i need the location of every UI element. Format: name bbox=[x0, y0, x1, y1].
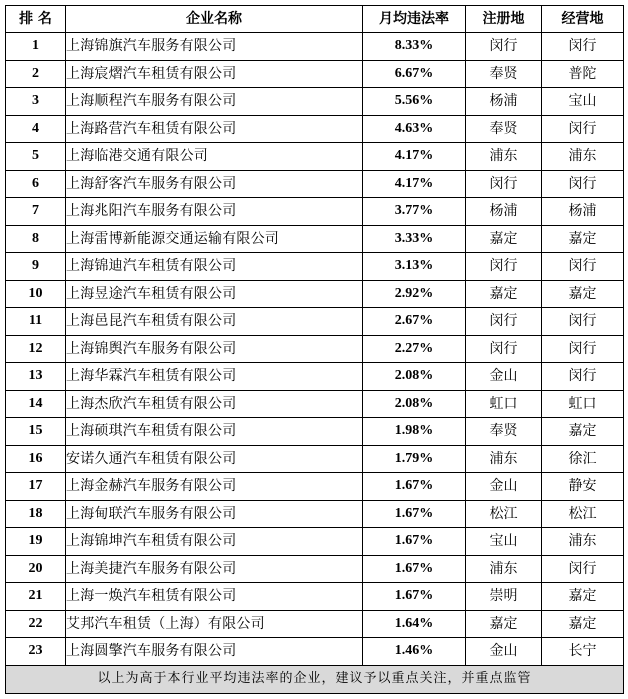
rank-cell: 17 bbox=[6, 473, 66, 501]
rank-cell: 5 bbox=[6, 143, 66, 171]
company-name-cell: 上海金赫汽车服务有限公司 bbox=[66, 473, 363, 501]
violation-rate-cell: 1.67% bbox=[363, 528, 466, 556]
operation-place-cell: 虹口 bbox=[542, 390, 624, 418]
table-row bbox=[6, 170, 624, 198]
rank-cell: 7 bbox=[6, 198, 66, 226]
rank-cell: 1 bbox=[6, 33, 66, 61]
table-row bbox=[6, 555, 624, 583]
registration-place-cell: 宝山 bbox=[466, 528, 542, 556]
violation-rate-cell: 1.46% bbox=[363, 638, 466, 666]
company-name-cell: 上海邑昆汽车租赁有限公司 bbox=[66, 308, 363, 336]
violation-rate-cell: 1.79% bbox=[363, 445, 466, 473]
company-name-cell: 上海临港交通有限公司 bbox=[66, 143, 363, 171]
company-name-cell: 上海甸联汽车服务有限公司 bbox=[66, 500, 363, 528]
registration-place-cell: 杨浦 bbox=[466, 88, 542, 116]
operation-place-cell: 静安 bbox=[542, 473, 624, 501]
table-row bbox=[6, 445, 624, 473]
registration-place-cell: 奉贤 bbox=[466, 418, 542, 446]
table-row bbox=[6, 418, 624, 446]
registration-place-cell: 虹口 bbox=[466, 390, 542, 418]
company-name-cell: 上海舒客汽车服务有限公司 bbox=[66, 170, 363, 198]
company-name-cell: 上海路营汽车租赁有限公司 bbox=[66, 115, 363, 143]
registration-place-cell: 崇明 bbox=[466, 583, 542, 611]
company-name-cell: 上海锦旗汽车服务有限公司 bbox=[66, 33, 363, 61]
table-row bbox=[6, 60, 624, 88]
operation-place-cell: 闵行 bbox=[542, 335, 624, 363]
company-name-cell: 上海顺程汽车服务有限公司 bbox=[66, 88, 363, 116]
registration-place-cell: 浦东 bbox=[466, 555, 542, 583]
table-row bbox=[6, 225, 624, 253]
registration-place-cell: 闵行 bbox=[466, 170, 542, 198]
table-row bbox=[6, 280, 624, 308]
company-name-cell: 上海一焕汽车租赁有限公司 bbox=[66, 583, 363, 611]
registration-place-cell: 嘉定 bbox=[466, 610, 542, 638]
company-name-cell: 上海美捷汽车服务有限公司 bbox=[66, 555, 363, 583]
table-row bbox=[6, 638, 624, 666]
rank-cell: 11 bbox=[6, 308, 66, 336]
table-row bbox=[6, 500, 624, 528]
registration-place-cell: 嘉定 bbox=[466, 225, 542, 253]
operation-place-cell: 闵行 bbox=[542, 363, 624, 391]
company-name-cell: 上海昱途汽车租赁有限公司 bbox=[66, 280, 363, 308]
operation-place-cell: 闵行 bbox=[542, 555, 624, 583]
violation-rate-cell: 2.08% bbox=[363, 390, 466, 418]
header-monthly-violation-rate: 月均违法率 bbox=[363, 6, 466, 33]
company-name-cell: 上海锦舆汽车服务有限公司 bbox=[66, 335, 363, 363]
rank-cell: 14 bbox=[6, 390, 66, 418]
rank-cell: 16 bbox=[6, 445, 66, 473]
company-name-cell: 上海华霖汽车租赁有限公司 bbox=[66, 363, 363, 391]
company-name-cell: 艾邦汽车租赁（上海）有限公司 bbox=[66, 610, 363, 638]
rank-cell: 13 bbox=[6, 363, 66, 391]
table-row bbox=[6, 390, 624, 418]
operation-place-cell: 嘉定 bbox=[542, 583, 624, 611]
violation-rate-cell: 2.08% bbox=[363, 363, 466, 391]
rank-cell: 23 bbox=[6, 638, 66, 666]
registration-place-cell: 闵行 bbox=[466, 308, 542, 336]
footer-note: 以上为高于本行业平均违法率的企业，建议予以重点关注，并重点监管 bbox=[6, 665, 624, 693]
header-rank: 排 名 bbox=[6, 6, 66, 33]
operation-place-cell: 闵行 bbox=[542, 170, 624, 198]
rank-cell: 9 bbox=[6, 253, 66, 281]
operation-place-cell: 嘉定 bbox=[542, 418, 624, 446]
table-row bbox=[6, 88, 624, 116]
rank-cell: 21 bbox=[6, 583, 66, 611]
rank-cell: 6 bbox=[6, 170, 66, 198]
rank-cell: 2 bbox=[6, 60, 66, 88]
operation-place-cell: 徐汇 bbox=[542, 445, 624, 473]
operation-place-cell: 杨浦 bbox=[542, 198, 624, 226]
company-name-cell: 上海圆擎汽车服务有限公司 bbox=[66, 638, 363, 666]
registration-place-cell: 奉贤 bbox=[466, 60, 542, 88]
operation-place-cell: 闵行 bbox=[542, 308, 624, 336]
header-company-name: 企业名称 bbox=[66, 6, 363, 33]
registration-place-cell: 杨浦 bbox=[466, 198, 542, 226]
rank-cell: 3 bbox=[6, 88, 66, 116]
violation-rate-cell: 3.13% bbox=[363, 253, 466, 281]
violation-rate-cell: 4.17% bbox=[363, 143, 466, 171]
operation-place-cell: 嘉定 bbox=[542, 225, 624, 253]
registration-place-cell: 奉贤 bbox=[466, 115, 542, 143]
company-name-cell: 上海锦迪汽车租赁有限公司 bbox=[66, 253, 363, 281]
operation-place-cell: 普陀 bbox=[542, 60, 624, 88]
registration-place-cell: 闵行 bbox=[466, 253, 542, 281]
violation-rate-cell: 8.33% bbox=[363, 33, 466, 61]
company-name-cell: 上海宸熠汽车租赁有限公司 bbox=[66, 60, 363, 88]
table-row bbox=[6, 115, 624, 143]
table-header-row bbox=[6, 6, 624, 33]
company-name-cell: 上海锦坤汽车租赁有限公司 bbox=[66, 528, 363, 556]
operation-place-cell: 闵行 bbox=[542, 253, 624, 281]
table-body bbox=[6, 33, 624, 666]
operation-place-cell: 宝山 bbox=[542, 88, 624, 116]
company-name-cell: 上海雷博新能源交通运输有限公司 bbox=[66, 225, 363, 253]
operation-place-cell: 长宁 bbox=[542, 638, 624, 666]
rank-cell: 20 bbox=[6, 555, 66, 583]
table-row bbox=[6, 335, 624, 363]
table-row bbox=[6, 473, 624, 501]
table-row bbox=[6, 363, 624, 391]
operation-place-cell: 浦东 bbox=[542, 528, 624, 556]
operation-place-cell: 嘉定 bbox=[542, 610, 624, 638]
violation-rate-cell: 1.67% bbox=[363, 583, 466, 611]
registration-place-cell: 松江 bbox=[466, 500, 542, 528]
violation-rate-cell: 4.63% bbox=[363, 115, 466, 143]
violation-rate-cell: 3.33% bbox=[363, 225, 466, 253]
violation-rate-cell: 1.67% bbox=[363, 473, 466, 501]
operation-place-cell: 松江 bbox=[542, 500, 624, 528]
company-name-cell: 上海硕琪汽车租赁有限公司 bbox=[66, 418, 363, 446]
rank-cell: 12 bbox=[6, 335, 66, 363]
operation-place-cell: 嘉定 bbox=[542, 280, 624, 308]
registration-place-cell: 金山 bbox=[466, 363, 542, 391]
rank-cell: 22 bbox=[6, 610, 66, 638]
rank-cell: 18 bbox=[6, 500, 66, 528]
table-row bbox=[6, 308, 624, 336]
table-row bbox=[6, 528, 624, 556]
registration-place-cell: 闵行 bbox=[466, 33, 542, 61]
rank-cell: 4 bbox=[6, 115, 66, 143]
violation-rate-table bbox=[5, 5, 624, 694]
company-name-cell: 安诺久通汽车租赁有限公司 bbox=[66, 445, 363, 473]
table-row bbox=[6, 583, 624, 611]
violation-rate-cell: 1.64% bbox=[363, 610, 466, 638]
violation-rate-cell: 1.98% bbox=[363, 418, 466, 446]
registration-place-cell: 嘉定 bbox=[466, 280, 542, 308]
registration-place-cell: 金山 bbox=[466, 473, 542, 501]
table-row bbox=[6, 143, 624, 171]
operation-place-cell: 浦东 bbox=[542, 143, 624, 171]
violation-rate-cell: 2.67% bbox=[363, 308, 466, 336]
violation-rate-cell: 1.67% bbox=[363, 500, 466, 528]
registration-place-cell: 浦东 bbox=[466, 445, 542, 473]
violation-rate-cell: 3.77% bbox=[363, 198, 466, 226]
violation-rate-cell: 6.67% bbox=[363, 60, 466, 88]
company-name-cell: 上海兆阳汽车服务有限公司 bbox=[66, 198, 363, 226]
operation-place-cell: 闵行 bbox=[542, 33, 624, 61]
table-row bbox=[6, 33, 624, 61]
registration-place-cell: 闵行 bbox=[466, 335, 542, 363]
table-row bbox=[6, 253, 624, 281]
violation-rate-cell: 5.56% bbox=[363, 88, 466, 116]
rank-cell: 19 bbox=[6, 528, 66, 556]
rank-cell: 10 bbox=[6, 280, 66, 308]
violation-rate-cell: 2.92% bbox=[363, 280, 466, 308]
table-row bbox=[6, 610, 624, 638]
registration-place-cell: 金山 bbox=[466, 638, 542, 666]
header-operation-place: 经营地 bbox=[542, 6, 624, 33]
table-row bbox=[6, 198, 624, 226]
company-name-cell: 上海杰欣汽车租赁有限公司 bbox=[66, 390, 363, 418]
violation-rate-cell: 4.17% bbox=[363, 170, 466, 198]
rank-cell: 15 bbox=[6, 418, 66, 446]
registration-place-cell: 浦东 bbox=[466, 143, 542, 171]
rank-cell: 8 bbox=[6, 225, 66, 253]
header-registration-place: 注册地 bbox=[466, 6, 542, 33]
footer-row bbox=[6, 665, 624, 693]
violation-rate-cell: 1.67% bbox=[363, 555, 466, 583]
operation-place-cell: 闵行 bbox=[542, 115, 624, 143]
violation-rate-cell: 2.27% bbox=[363, 335, 466, 363]
